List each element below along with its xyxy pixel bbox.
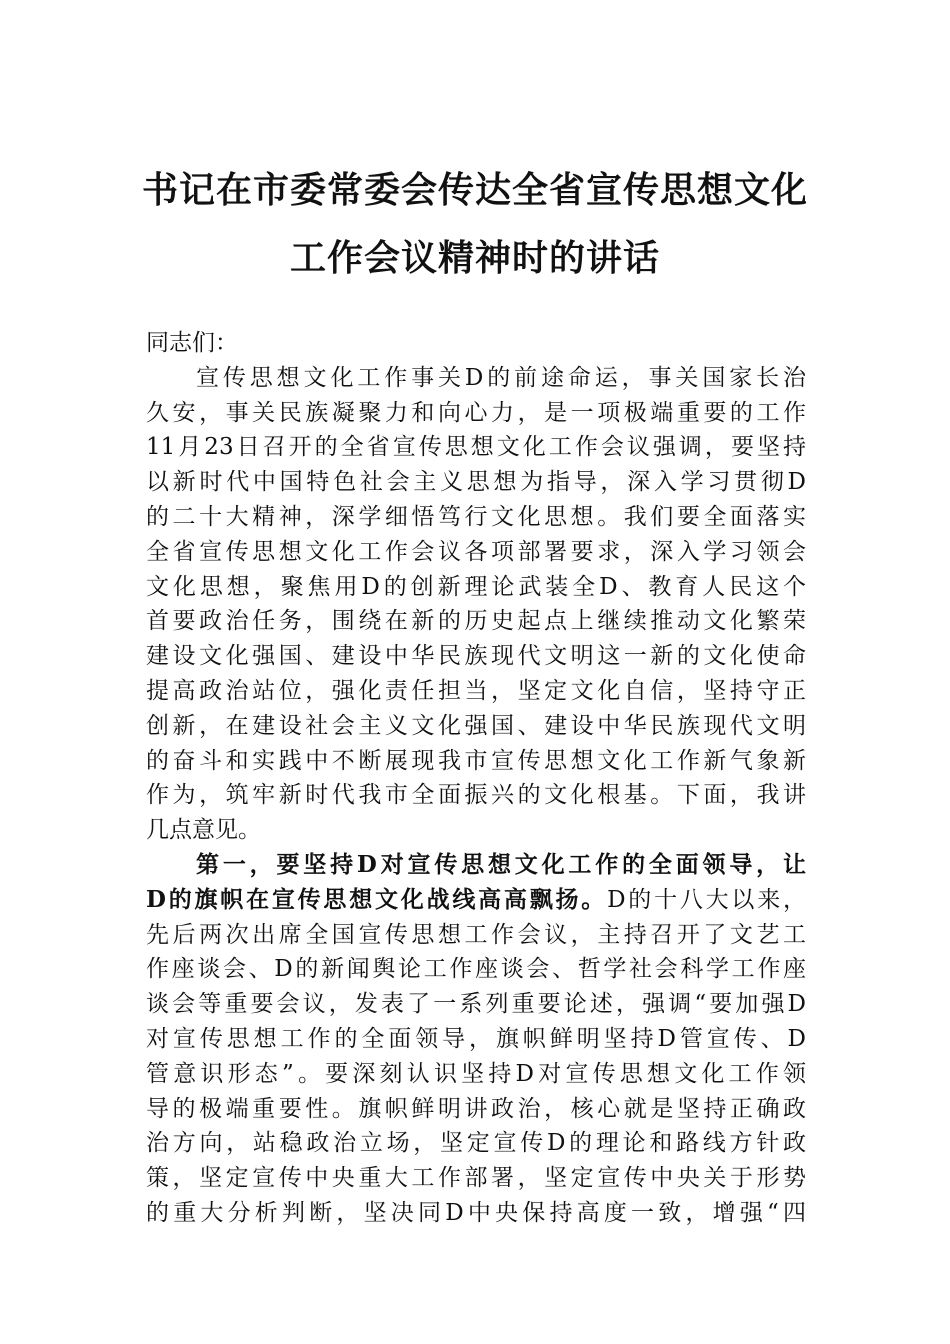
paragraph-line: 几点意见。 — [146, 817, 261, 844]
paragraph-line: 谈会等重要会议，发表了一系列重要论述，强调“要加强D — [146, 991, 806, 1018]
paragraph-line: 创新，在建设社会主义文化强国、建设中华民族现代文明 — [146, 712, 806, 739]
paragraph-line: 先后两次出席全国宣传思想工作会议，主持召开了文艺工 — [146, 921, 806, 948]
paragraph-line: 对宣传思想工作的全面领导，旗帜鲜明坚持D管宣传、D — [146, 1025, 806, 1052]
paragraph-line: 作为，筑牢新时代我市全面振兴的文化根基。下面，我讲 — [146, 782, 806, 809]
salutation: 同志们： — [146, 330, 238, 356]
paragraph-line: 提高政治站位，强化责任担当，坚定文化自信，坚持守正 — [146, 677, 806, 704]
paragraph-line: 作座谈会、D的新闻舆论工作座谈会、哲学社会科学工作座 — [146, 956, 806, 983]
document-body — [146, 326, 806, 1231]
paragraph-line: 首要政治任务，围绕在新的历史起点上继续推动文化繁荣 — [146, 608, 806, 635]
paragraph-line: 的重大分析判断，坚决同D中央保持高度一致，增强“四 — [146, 1199, 806, 1226]
paragraph-line: 治方向，站稳政治立场，坚定宣传D的理论和路线方针政 — [146, 1130, 806, 1157]
paragraph-line: 全省宣传思想文化工作会议各项部署要求，深入学习领会 — [146, 538, 806, 565]
section-heading-line-2 — [146, 883, 806, 918]
section-heading-bold: D的旗帜在宣传思想文化战线高高飘扬。 — [146, 885, 608, 913]
section-heading-line-1: 第一，要坚持D对宣传思想文化工作的全面领导，让 — [196, 850, 806, 878]
document-title-line-2: 工作会议精神时的讲话 — [289, 237, 660, 279]
paragraph-line: 11月23日召开的全省宣传思想文化工作会议强调，要坚持 — [146, 434, 806, 461]
paragraph-line: 导的极端重要性。旗帜鲜明讲政治，核心就是坚持正确政 — [146, 1095, 806, 1122]
paragraph-line: 的奋斗和实践中不断展现我市宣传思想文化工作新气象新 — [146, 747, 806, 774]
paragraph-line: 建设文化强国、建设中华民族现代文明这一新的文化使命 — [146, 643, 806, 670]
paragraph-line: 管意识形态”。要深刻认识坚持D对宣传思想文化工作领 — [146, 1060, 806, 1087]
paragraph-line: 的二十大精神，深学细悟笃行文化思想。我们要全面落实 — [146, 503, 806, 530]
paragraph-line: 策，坚定宣传中央重大工作部署，坚定宣传中央关于形势 — [146, 1165, 806, 1192]
paragraph-line: 文化思想，聚焦用D的创新理论武装全D、教育人民这个 — [146, 573, 806, 600]
document-title-line-1: 书记在市委常委会传达全省宣传思想文化 — [141, 169, 808, 211]
paragraph-line: 久安，事关民族凝聚力和向心力，是一项极端重要的工作 — [146, 399, 806, 426]
paragraph-line: 以新时代中国特色社会主义思想为指导，深入学习贯彻D — [146, 469, 806, 496]
section-text: D的十八大以来， — [607, 886, 806, 913]
paragraph-line: 宣传思想文化工作事关D的前途命运，事关国家长治 — [196, 364, 806, 391]
